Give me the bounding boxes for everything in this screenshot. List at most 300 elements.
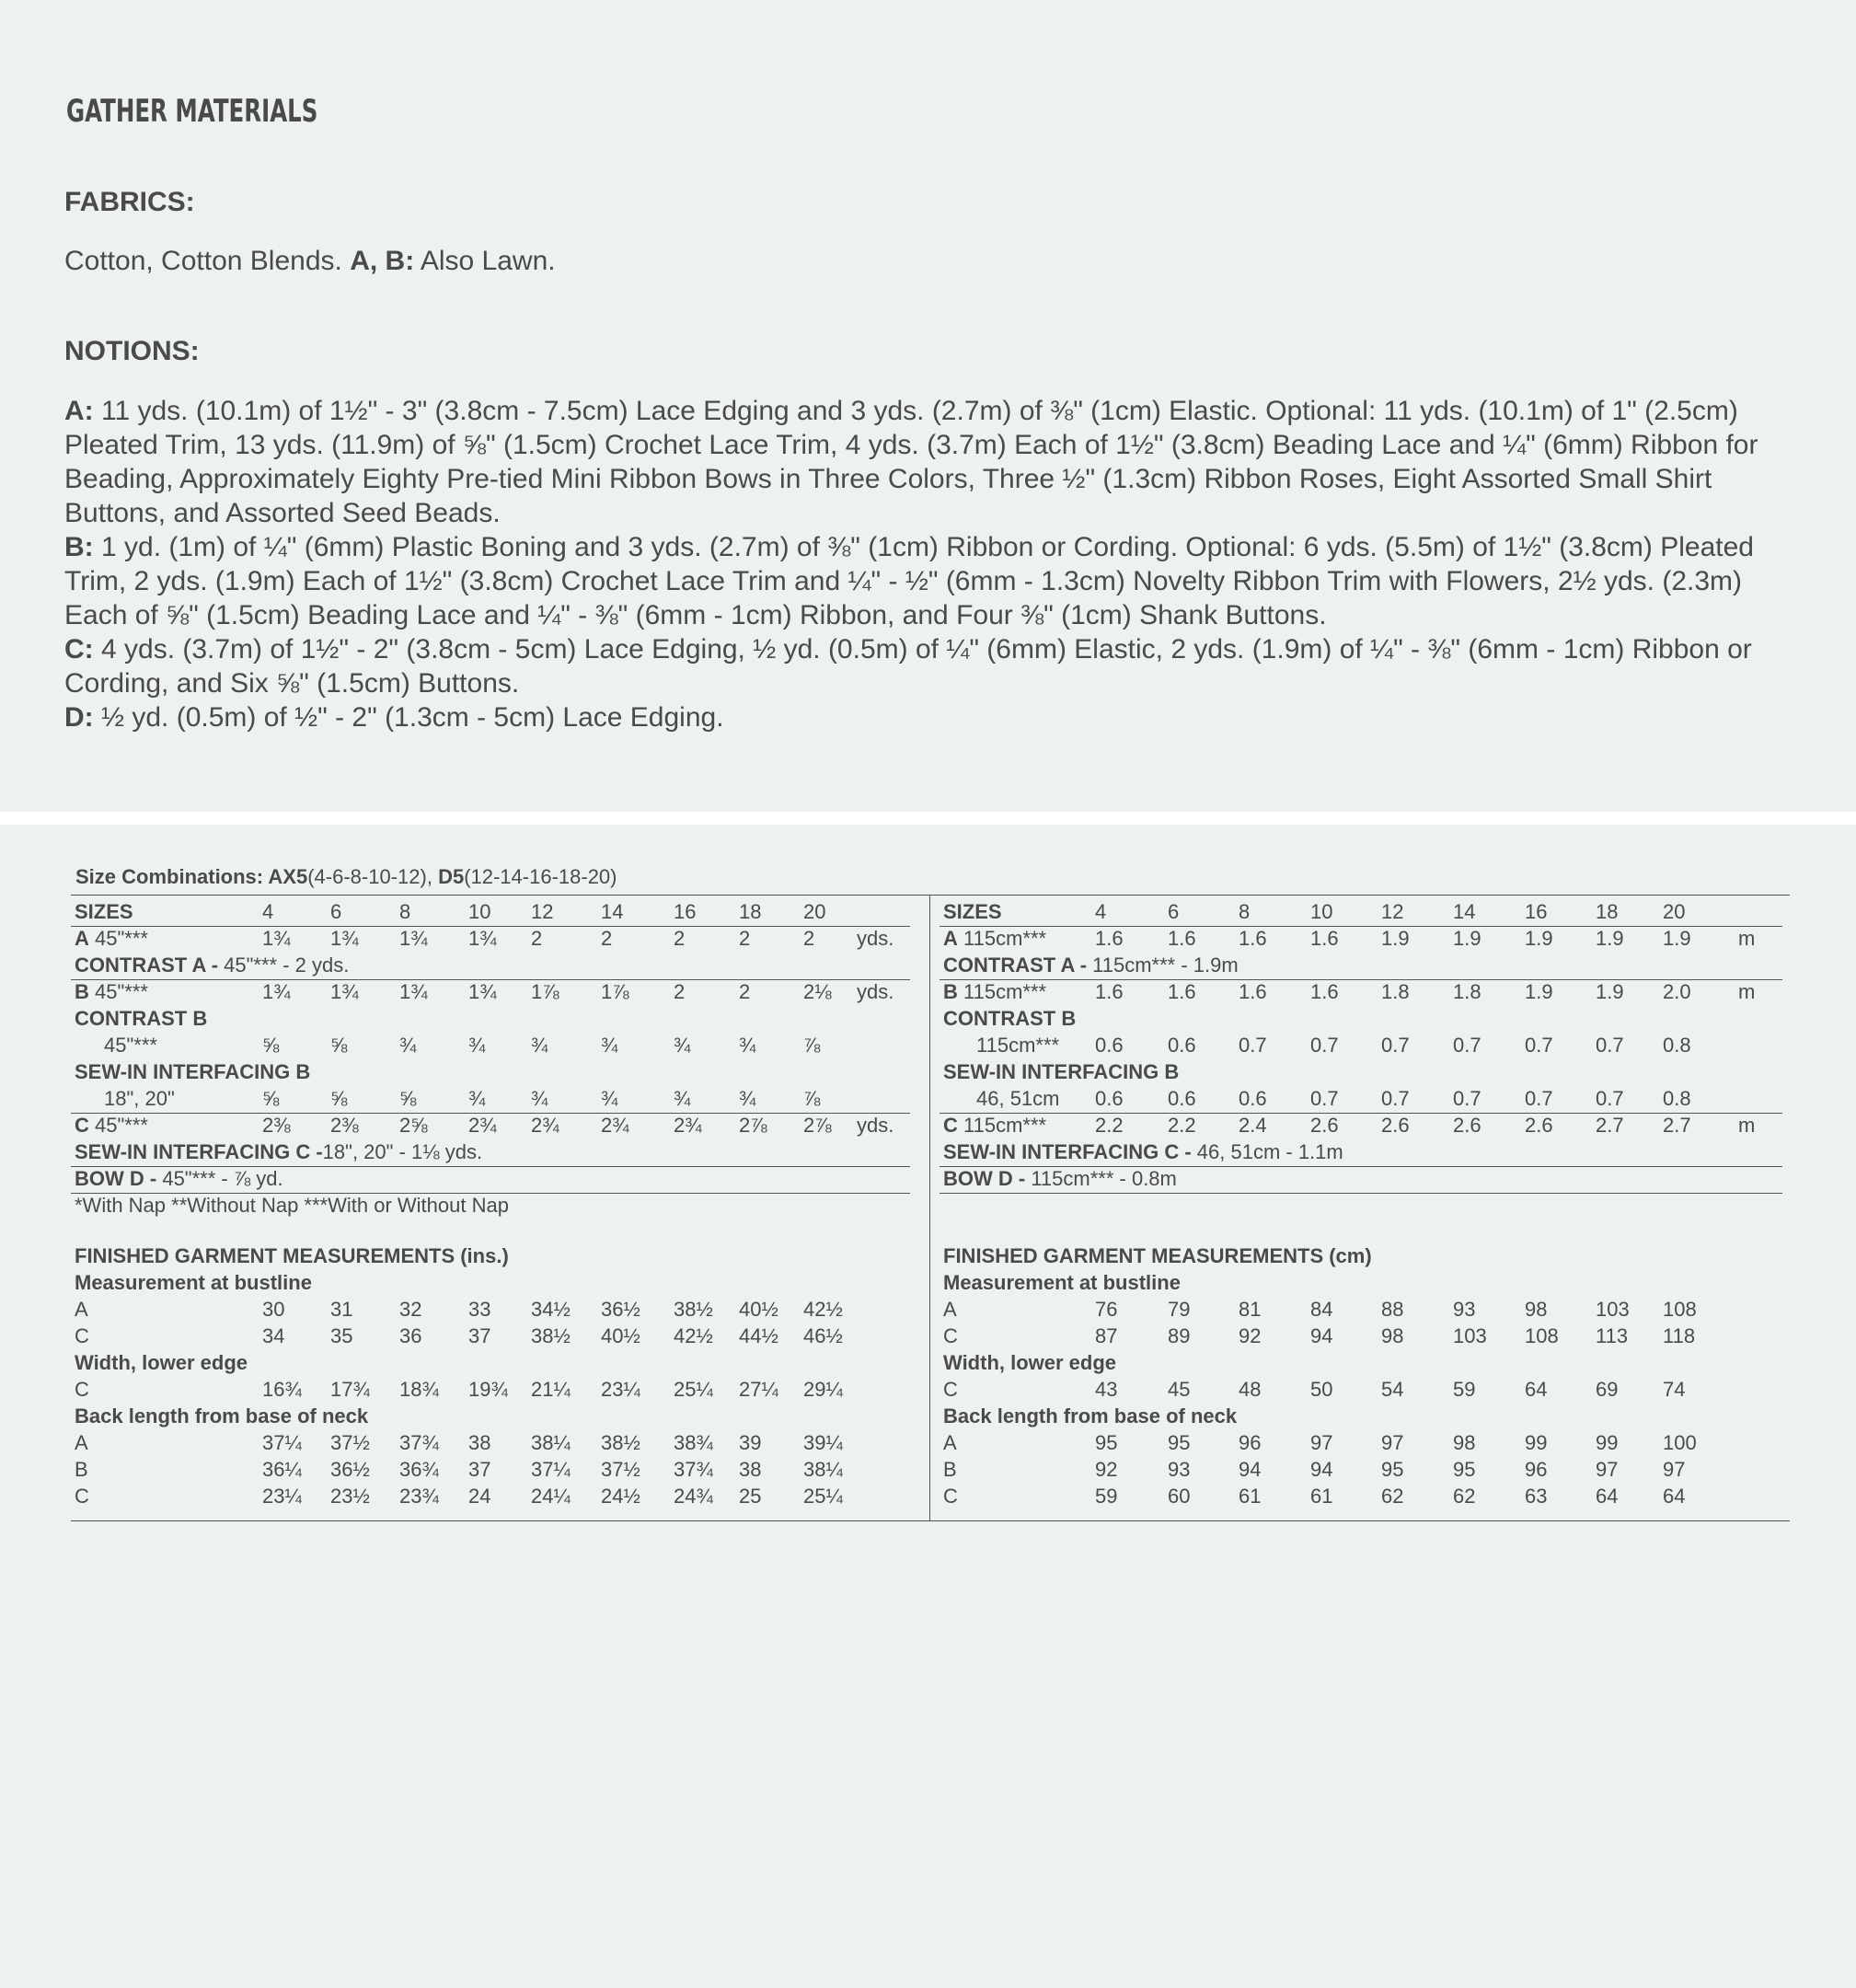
measurement-row-label: B	[75, 1458, 88, 1481]
chart-row-label-bold: SIZES	[75, 900, 133, 923]
measurement-cell: 16¾	[262, 1378, 302, 1401]
chart-row-label	[75, 978, 148, 1005]
measurement-cell: 37	[468, 1458, 491, 1481]
chart-cell: 0.6	[1168, 1034, 1196, 1057]
chart-cell: 1.9	[1453, 927, 1481, 950]
chart-row-label	[943, 925, 1046, 952]
chart-cell: 2.6	[1381, 1114, 1410, 1137]
measurement-cell: 39	[739, 1431, 762, 1454]
measurement-cell: 44½	[739, 1324, 778, 1347]
chart-cell: 2⅜	[262, 1114, 291, 1137]
chart-cell: 1.6	[1168, 980, 1196, 1003]
notion-a	[64, 394, 1794, 530]
measurement-row	[71, 1349, 917, 1376]
chart-row-label	[75, 898, 133, 925]
measurement-cell: 23¼	[262, 1485, 302, 1508]
notion-b-text: 1 yd. (1m) of ¼" (6mm) Plastic Boning and 3 yds. (2.7m) of ⅜" (1cm) Ribbon or Cording. Optional: 6 yds. (5.5m) of 1½" (3.8cm) Pleated Trim, 2 yds. (1.9m) Each of 1½" (3.8cm) Crochet Lace Trim and ¼" - ½" (6mm - 1.3cm) Novelty Ribbon Trim with Flowers, 2½ yds. (2.3m) Each of ⅝" (1.5cm) Beading Lace and ¼" - ⅜" (6mm - 1cm) Ribbon, and Four ⅜" (1cm) Shank Buttons.	[64, 532, 1754, 630]
chart-row-label	[75, 1112, 148, 1138]
chart-row-label	[943, 978, 1046, 1005]
measurement-cell: 42½	[803, 1298, 843, 1321]
chart-cell: 10	[468, 900, 491, 923]
chart-cell: 1.9	[1663, 927, 1691, 950]
chart-row-label-bold: CONTRAST A -	[943, 954, 1093, 977]
chart-row-label-rest: 18", 20" - 1⅛ yds.	[322, 1140, 483, 1163]
section-divider	[0, 812, 1856, 825]
measurement-cell: 76	[1095, 1298, 1118, 1321]
measurement-cell: 37¼	[531, 1458, 571, 1481]
measurement-row	[940, 1376, 1790, 1403]
chart-row-label	[943, 1138, 1343, 1165]
chart-cell: 1.6	[1168, 927, 1196, 950]
measurement-cell: 98	[1525, 1298, 1548, 1321]
measurement-cell: 38	[468, 1431, 491, 1454]
chart-row-label-bold: BOW D -	[943, 1167, 1032, 1190]
chart-cell: 2¾	[531, 1114, 559, 1137]
measurement-cell: 113	[1596, 1324, 1629, 1347]
measurement-cell: 24¾	[674, 1485, 713, 1508]
measurement-row-label: Measurement at bustline	[75, 1271, 312, 1294]
chart-cell: 2.6	[1525, 1114, 1553, 1137]
measurement-cell: 97	[1310, 1431, 1333, 1454]
notion-a-key: A:	[64, 396, 94, 426]
chart-row-label	[976, 1085, 1060, 1112]
notion-c-key: C:	[64, 634, 94, 665]
chart-cell: 0.7	[1596, 1034, 1624, 1057]
chart-row-fabric-width: 115cm***	[957, 1114, 1047, 1137]
measurement-cell: 37½	[601, 1458, 640, 1481]
measurement-cell: 25	[739, 1485, 762, 1508]
chart-row-indent-label: 115cm***	[976, 1034, 1060, 1057]
measurement-cell: 31	[330, 1298, 353, 1321]
size-combo-d5-sizes: (12-14-16-18-20)	[464, 865, 617, 888]
measurement-cell: 23¼	[601, 1378, 640, 1401]
chart-cell: 2⅝	[399, 1114, 428, 1137]
measurement-cell: 23¾	[399, 1485, 439, 1508]
measurement-cell: 29¼	[803, 1378, 843, 1401]
measurement-cell: 33	[468, 1298, 491, 1321]
size-combo-ax5: AX5	[268, 865, 308, 888]
chart-row-label-rest: 46, 51cm - 1.1m	[1196, 1140, 1343, 1163]
measurement-cell: 93	[1453, 1298, 1476, 1321]
chart-cell: 2.7	[1663, 1114, 1691, 1137]
measurement-row-label: A	[943, 1431, 957, 1454]
measurement-cell: 100	[1663, 1431, 1697, 1454]
chart-cell: 0.7	[1525, 1034, 1553, 1057]
chart-cell: 1.6	[1095, 927, 1124, 950]
measurement-cell: 34	[262, 1324, 285, 1347]
measurement-cell: 95	[1168, 1431, 1191, 1454]
chart-cell: ¾	[468, 1087, 486, 1110]
chart-cell: 2.7	[1596, 1114, 1624, 1137]
measurement-cell: 37¼	[262, 1431, 302, 1454]
chart-row-label	[75, 952, 349, 978]
measurement-cell: 18¾	[399, 1378, 439, 1401]
measurement-cell: 88	[1381, 1298, 1404, 1321]
measurement-cell: 92	[1239, 1324, 1262, 1347]
chart-row-label-bold: CONTRAST B	[943, 1007, 1077, 1030]
measurement-cell: 25¼	[803, 1485, 843, 1508]
notion-d-key: D:	[64, 702, 94, 733]
measurement-row	[71, 1269, 917, 1296]
chart-cell: 1.9	[1525, 927, 1553, 950]
chart-row	[940, 952, 1790, 978]
chart-cell: 1.6	[1239, 980, 1267, 1003]
chart-cell: 1.9	[1381, 927, 1410, 950]
measurement-cell: 23½	[330, 1485, 370, 1508]
chart-row-key: C	[943, 1114, 958, 1137]
chart-row-label-rest: 115cm*** - 1.9m	[1092, 954, 1239, 977]
chart-cell: 18	[1596, 900, 1619, 923]
chart-row-note: *With Nap **Without Nap ***With or Without Nap	[75, 1194, 509, 1217]
measurement-row-label: A	[943, 1298, 957, 1321]
chart-cell: 2	[674, 927, 686, 950]
measurement-row-label: B	[943, 1458, 957, 1481]
measurement-cell: 93	[1168, 1458, 1191, 1481]
chart-cell: 1¾	[262, 980, 291, 1003]
chart-cell: 16	[1525, 900, 1548, 923]
chart-cell: 12	[531, 900, 554, 923]
measurement-row-label: A	[75, 1298, 88, 1321]
chart-row	[71, 925, 917, 952]
measurement-cell: 42½	[674, 1324, 713, 1347]
measurement-cell: 24½	[601, 1485, 640, 1508]
chart-row-label-bold: CONTRAST A -	[75, 954, 225, 977]
measurement-cell: 40½	[601, 1324, 640, 1347]
fabrics-text-post: Also Lawn.	[414, 246, 556, 276]
measurement-cell: 81	[1239, 1298, 1262, 1321]
chart-row-label-bold: BOW D -	[75, 1167, 163, 1190]
measurement-cell: 38¾	[674, 1431, 713, 1454]
measurement-row	[71, 1323, 917, 1349]
chart-cell: ¾	[531, 1034, 548, 1057]
chart-cell: 2	[601, 927, 613, 950]
measurement-cell: 37¾	[399, 1431, 439, 1454]
chart-row	[71, 1032, 917, 1058]
chart-cell: 1.9	[1525, 980, 1553, 1003]
measurement-cell: 36½	[330, 1458, 370, 1481]
measurement-row-label: C	[943, 1324, 958, 1347]
chart-cell: 6	[330, 900, 342, 923]
chart-cell: ¾	[674, 1087, 691, 1110]
chart-cell: 2¾	[601, 1114, 629, 1137]
measurement-cell: 24¼	[531, 1485, 571, 1508]
chart-row	[71, 978, 917, 1005]
size-combo-ax5-sizes: (4-6-8-10-12),	[307, 865, 439, 888]
measurement-cell: 30	[262, 1298, 285, 1321]
chart-row	[940, 1085, 1790, 1112]
chart-cell: ⅝	[262, 1034, 280, 1057]
measurement-cell: 32	[399, 1298, 422, 1321]
chart-cell: 1.6	[1310, 927, 1339, 950]
chart-cell: 0.8	[1663, 1087, 1691, 1110]
measurement-cell: 62	[1453, 1485, 1476, 1508]
measurement-cell: 38¼	[803, 1458, 843, 1481]
chart-cell: 0.6	[1095, 1034, 1124, 1057]
measurement-cell: 98	[1453, 1431, 1476, 1454]
chart-cell: 0.6	[1239, 1087, 1267, 1110]
measurement-row	[71, 1296, 917, 1323]
measurement-cell: 25¼	[674, 1378, 713, 1401]
metric-chart	[940, 895, 1790, 1548]
materials-section	[0, 0, 1856, 812]
measurement-cell: 99	[1525, 1431, 1548, 1454]
chart-row-label	[104, 1085, 175, 1112]
measurement-cell: 48	[1239, 1378, 1262, 1401]
measurement-row	[71, 1376, 917, 1403]
chart-row	[940, 1058, 1790, 1085]
chart-row-rule	[940, 1193, 1782, 1194]
chart-row-label-rest: 45"*** - 2 yds.	[224, 954, 350, 977]
chart-row-key: C	[75, 1114, 89, 1137]
notion-d	[64, 700, 1794, 734]
chart-cell: 2.2	[1095, 1114, 1124, 1137]
measurement-row	[940, 1456, 1790, 1483]
measurement-row-label: C	[943, 1485, 958, 1508]
chart-row-label	[75, 1138, 482, 1165]
measurement-cell: 108	[1663, 1298, 1697, 1321]
chart-row-unit: m	[1738, 927, 1756, 950]
chart-row-label-bold: CONTRAST B	[75, 1007, 208, 1030]
measurement-cell: 97	[1381, 1431, 1404, 1454]
chart-cell: 1⅞	[531, 980, 559, 1003]
measurement-cell: 95	[1453, 1458, 1476, 1481]
chart-row-label-rest: 45"*** - ⅞ yd.	[162, 1167, 283, 1190]
measurement-cell: 38½	[674, 1298, 713, 1321]
measurement-row-label: Back length from base of neck	[75, 1404, 369, 1427]
chart-cell: 2	[803, 927, 815, 950]
measurement-cell: 43	[1095, 1378, 1118, 1401]
chart-row-label	[75, 925, 148, 952]
chart-cell: 0.7	[1239, 1034, 1267, 1057]
chart-row-indent-label: 45"***	[104, 1034, 157, 1057]
page-title: GATHER MATERIALS	[66, 93, 318, 130]
measurement-cell: 89	[1168, 1324, 1191, 1347]
measurement-cell: 37	[468, 1324, 491, 1347]
measurement-cell: 96	[1525, 1458, 1548, 1481]
chart-row-label	[943, 1112, 1046, 1138]
chart-row-label-bold: SEW-IN INTERFACING B	[75, 1060, 311, 1083]
chart-row-label	[75, 1165, 283, 1192]
chart-row-fabric-width: 45"***	[88, 927, 148, 950]
size-combo-d5: D5	[438, 865, 465, 888]
chart-row-label	[75, 1192, 509, 1219]
measurement-row	[940, 1323, 1790, 1349]
fabrics-text	[64, 244, 1794, 278]
measurement-cell: 64	[1525, 1378, 1548, 1401]
chart-cell: 2	[739, 980, 751, 1003]
chart-row	[71, 1112, 917, 1138]
measurement-cell: 19¾	[468, 1378, 508, 1401]
measurement-cell: 36	[399, 1324, 422, 1347]
chart-cell: ¾	[674, 1034, 691, 1057]
chart-cell: 6	[1168, 900, 1180, 923]
measurement-row	[71, 1403, 917, 1429]
chart-cell: 16	[674, 900, 697, 923]
chart-row	[71, 952, 917, 978]
chart-row	[940, 1005, 1790, 1032]
chart-cell: 14	[601, 900, 624, 923]
measurement-row-label: Width, lower edge	[75, 1351, 248, 1374]
measurement-cell: 34½	[531, 1298, 571, 1321]
notion-c-text: 4 yds. (3.7m) of 1½" - 2" (3.8cm - 5cm) Lace Edging, ½ yd. (0.5m) of ¼" (6mm) Elastic, 2 yds. (1.9m) of ¼" - ⅜" (6mm - 1cm) Ribbon or Cording, and Six ⅝" (1.5cm) Buttons.	[64, 634, 1752, 699]
measurement-row-label: C	[75, 1324, 89, 1347]
size-combinations	[75, 865, 617, 889]
chart-row	[71, 1192, 917, 1219]
measurement-cell: 62	[1381, 1485, 1404, 1508]
chart-row-fabric-width: 45"***	[88, 980, 148, 1003]
measurement-cell: 84	[1310, 1298, 1333, 1321]
chart-cell: 4	[262, 900, 274, 923]
chart-cell: 4	[1095, 900, 1107, 923]
chart-row-label-bold: SIZES	[943, 900, 1002, 923]
chart-cell: 2.0	[1663, 980, 1691, 1003]
chart-row	[940, 1138, 1790, 1165]
notion-b-key: B:	[64, 532, 94, 562]
measurement-cell: 97	[1663, 1458, 1686, 1481]
chart-cell: 2¾	[468, 1114, 497, 1137]
measurements-title-text: FINISHED GARMENT MEASUREMENTS (cm)	[943, 1244, 1372, 1267]
measurement-cell: 97	[1596, 1458, 1619, 1481]
chart-cell: 1.8	[1381, 980, 1410, 1003]
measurement-cell: 27¼	[739, 1378, 778, 1401]
fabrics-text-pre: Cotton, Cotton Blends.	[64, 246, 351, 276]
chart-cell: 8	[399, 900, 411, 923]
measurement-cell: 61	[1310, 1485, 1333, 1508]
chart-row-label	[943, 1165, 1177, 1192]
chart-row-fabric-width: 45"***	[88, 1114, 148, 1137]
measurement-row-label: C	[75, 1485, 89, 1508]
chart-cell: 1.9	[1596, 927, 1624, 950]
chart-cell: ¾	[399, 1034, 417, 1057]
notion-b	[64, 530, 1794, 632]
chart-cell: 1¾	[330, 980, 359, 1003]
measurement-cell: 35	[330, 1324, 353, 1347]
chart-row-label	[75, 1005, 207, 1032]
measurement-cell: 95	[1381, 1458, 1404, 1481]
measurement-cell: 36¼	[262, 1458, 302, 1481]
chart-cell: 0.7	[1453, 1034, 1481, 1057]
chart-row-label	[943, 1005, 1076, 1032]
measurement-row	[940, 1483, 1790, 1509]
chart-row	[940, 1165, 1790, 1192]
chart-cell: ¾	[601, 1034, 618, 1057]
chart-cell: 1.6	[1095, 980, 1124, 1003]
chart-cell: 1¾	[399, 927, 428, 950]
chart-cell: 2	[739, 927, 751, 950]
chart-row-label	[943, 952, 1239, 978]
measurement-row	[940, 1269, 1790, 1296]
chart-cell: 2.6	[1453, 1114, 1481, 1137]
chart-cell: ¾	[468, 1034, 486, 1057]
chart-cell: 2⅞	[803, 1114, 832, 1137]
measurement-cell: 46½	[803, 1324, 843, 1347]
measurement-cell: 60	[1168, 1485, 1191, 1508]
chart-cell: ¾	[601, 1087, 618, 1110]
measurement-row	[71, 1429, 917, 1456]
chart-cell: ⅞	[803, 1087, 821, 1110]
measurement-cell: 59	[1095, 1485, 1118, 1508]
notions-list	[64, 394, 1794, 734]
measurement-cell: 38½	[531, 1324, 571, 1347]
chart-row-label	[943, 898, 1002, 925]
measurement-row-label: C	[75, 1378, 89, 1401]
chart-cell: 2.4	[1239, 1114, 1267, 1137]
measurement-cell: 38	[739, 1458, 762, 1481]
chart-cell: 1.6	[1310, 980, 1339, 1003]
chart-row-label-bold: SEW-IN INTERFACING B	[943, 1060, 1180, 1083]
chart-cell: 1¾	[468, 927, 497, 950]
chart-cell: 14	[1453, 900, 1476, 923]
measurement-cell: 40½	[739, 1298, 778, 1321]
chart-row-key: A	[943, 927, 958, 950]
measurement-cell: 118	[1663, 1324, 1696, 1347]
chart-cell: 2.6	[1310, 1114, 1339, 1137]
chart-cell: ¾	[739, 1087, 756, 1110]
chart-row-label	[976, 1032, 1059, 1058]
measurement-cell: 64	[1596, 1485, 1619, 1508]
measurement-cell: 92	[1095, 1458, 1118, 1481]
chart-cell: 0.7	[1596, 1087, 1624, 1110]
measurement-row	[71, 1483, 917, 1509]
chart-cell: 1¾	[468, 980, 497, 1003]
measurements-title-text: FINISHED GARMENT MEASUREMENTS (ins.)	[75, 1244, 509, 1267]
measurement-cell: 98	[1381, 1324, 1404, 1347]
chart-cell: ⅝	[330, 1087, 348, 1110]
measurement-row	[940, 1429, 1790, 1456]
chart-row-key: B	[943, 980, 958, 1003]
chart-cell: 2.2	[1168, 1114, 1196, 1137]
chart-cell: 1⅞	[601, 980, 629, 1003]
chart-row	[71, 1165, 917, 1192]
chart-cell: 0.8	[1663, 1034, 1691, 1057]
measurement-cell: 21¼	[531, 1378, 571, 1401]
chart-row	[940, 898, 1790, 925]
chart-row-label-rest: 115cm*** - 0.8m	[1031, 1167, 1177, 1190]
chart-cell: ¾	[739, 1034, 756, 1057]
chart-row-label-bold: SEW-IN INTERFACING C -	[75, 1140, 323, 1163]
chart-cell: 2	[531, 927, 543, 950]
chart-cell: 0.7	[1310, 1034, 1339, 1057]
chart-cell: 8	[1239, 900, 1251, 923]
chart-cell: 2⅛	[803, 980, 832, 1003]
chart-row	[940, 1112, 1790, 1138]
measurement-cell: 94	[1310, 1458, 1333, 1481]
fabrics-text-bold: A, B:	[350, 246, 415, 276]
chart-cell: 1.9	[1596, 980, 1624, 1003]
chart-row-indent-label: 46, 51cm	[976, 1087, 1060, 1110]
measurement-cell: 95	[1095, 1431, 1118, 1454]
chart-cell: 0.7	[1525, 1087, 1553, 1110]
measurement-row-label: A	[75, 1431, 88, 1454]
chart-row	[940, 1032, 1790, 1058]
chart-cell: 2¾	[674, 1114, 702, 1137]
table-column-divider	[929, 895, 930, 1520]
chart-row-unit: yds.	[857, 1114, 894, 1137]
chart-cell: ¾	[531, 1087, 548, 1110]
chart-cell: 20	[803, 900, 826, 923]
chart-cell: 0.7	[1453, 1087, 1481, 1110]
chart-row	[940, 978, 1790, 1005]
chart-cell: 0.7	[1310, 1087, 1339, 1110]
measurement-row	[940, 1296, 1790, 1323]
chart-cell: ⅞	[803, 1034, 821, 1057]
notion-c	[64, 632, 1794, 700]
measurement-cell: 36½	[601, 1298, 640, 1321]
notions-heading: NOTIONS:	[64, 336, 200, 366]
measurement-cell: 63	[1525, 1485, 1548, 1508]
measurement-cell: 54	[1381, 1378, 1404, 1401]
chart-cell: 0.6	[1095, 1087, 1124, 1110]
